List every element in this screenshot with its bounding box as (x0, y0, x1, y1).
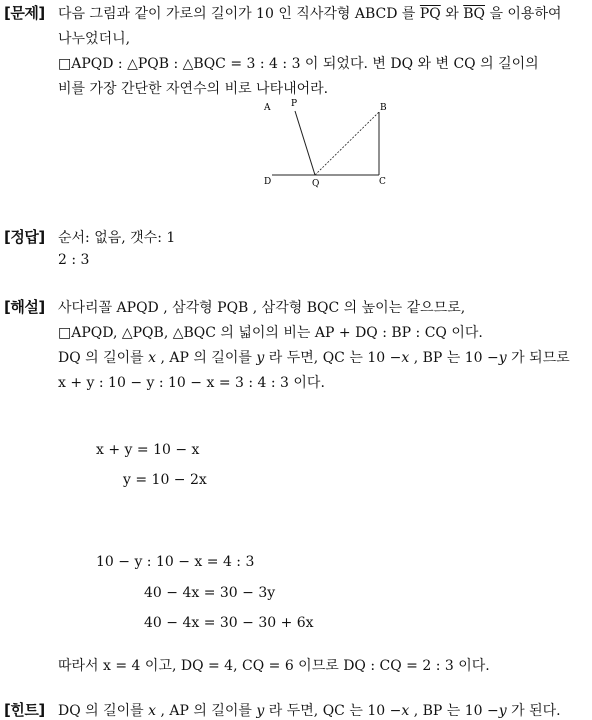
solution-line-3-c: 라 두면, QC 는 10 − (268, 350, 402, 366)
equation-2: y = 10 − 2x (123, 472, 207, 488)
problem-line-1 (58, 3, 562, 23)
var-y: y (498, 703, 507, 719)
equation-3: 10 − y : 10 − x = 4 : 3 (96, 554, 255, 570)
segment-bq-line (315, 112, 379, 175)
label-p: P (291, 99, 298, 109)
solution-line-2: □APQD, △PQB, △BQC 의 넓이의 비는 AP + DQ : BP : CQ 이다. (58, 325, 483, 341)
problem-line-2: 나누었더니, (58, 31, 131, 47)
equation-4: 40 − 4x = 30 − 3y (144, 585, 276, 601)
var-x: x (148, 703, 157, 719)
hint-line-a: DQ 의 길이를 (58, 703, 144, 719)
solution-conclusion: 따라서 x = 4 이고, DQ = 4, CQ = 6 이므로 DQ : CQ = 2 : 3 이다. (58, 658, 490, 674)
hint-line-e: 가 된다. (511, 703, 561, 719)
segment-pq-line (295, 111, 315, 175)
solution-line-3-e: 가 되므로 (511, 350, 570, 366)
problem-line-1-end: 을 이용하여 (489, 6, 562, 22)
hint-line-d: , BP 는 10 − (413, 703, 499, 719)
problem-line-1-text: 다음 그림과 같이 가로의 길이가 10 인 직사각형 ABCD 를 (58, 6, 416, 22)
segment-bq: $\overline{BQ}$ (463, 6, 485, 22)
solution-line-3-a: DQ 의 길이를 (58, 350, 144, 366)
solution-tag: [해설] (4, 298, 45, 316)
problem-line-3: □APQD : △PQB : △BQC = 3 : 4 : 3 이 되었다. 변 DQ 와 변 CQ 의 길이의 (58, 56, 539, 72)
label-d: D (264, 177, 272, 187)
label-b: B (380, 103, 387, 113)
hint-line-b: , AP 의 길이를 (160, 703, 252, 719)
var-y: y (256, 350, 265, 366)
solution-line-4: x + y : 10 − y : 10 − x = 3 : 4 : 3 이다. (58, 375, 325, 391)
var-y: y (256, 703, 265, 719)
hint-tag: [힌트] (4, 701, 45, 719)
solution-line-3-b: , AP 의 길이를 (160, 350, 252, 366)
rectangle-figure (258, 96, 392, 192)
solution-line-3 (58, 347, 570, 367)
var-y: y (498, 350, 507, 366)
segment-pq: $\overline{PQ}$ (419, 6, 441, 22)
solution-line-3-d: , BP 는 10 − (413, 350, 499, 366)
equation-5: 40 − 4x = 30 − 30 + 6x (144, 615, 314, 631)
hint-line (58, 700, 561, 720)
label-a: A (264, 103, 271, 113)
problem-tag: [문제] (4, 4, 45, 22)
label-c: C (379, 177, 386, 187)
var-x: x (148, 350, 157, 366)
solution-line-1: 사다리꼴 APQD , 삼각형 PQB , 삼각형 BQC 의 높이는 같으므로, (58, 300, 466, 316)
answer-tag: [정답] (4, 228, 45, 246)
problem-line-4: 비를 가장 간단한 자연수의 비로 나타내어라. (58, 81, 329, 97)
hint-line-c: 라 두면, QC 는 10 − (268, 703, 402, 719)
answer-value: 2 : 3 (58, 252, 90, 268)
var-x: x (401, 350, 410, 366)
var-x: x (401, 703, 410, 719)
problem-line-1-conj: 와 (445, 6, 459, 22)
label-q: Q (312, 179, 320, 189)
equation-1: x + y = 10 − x (96, 442, 200, 458)
answer-line-1: 순서: 없음, 갯수: 1 (58, 230, 176, 246)
